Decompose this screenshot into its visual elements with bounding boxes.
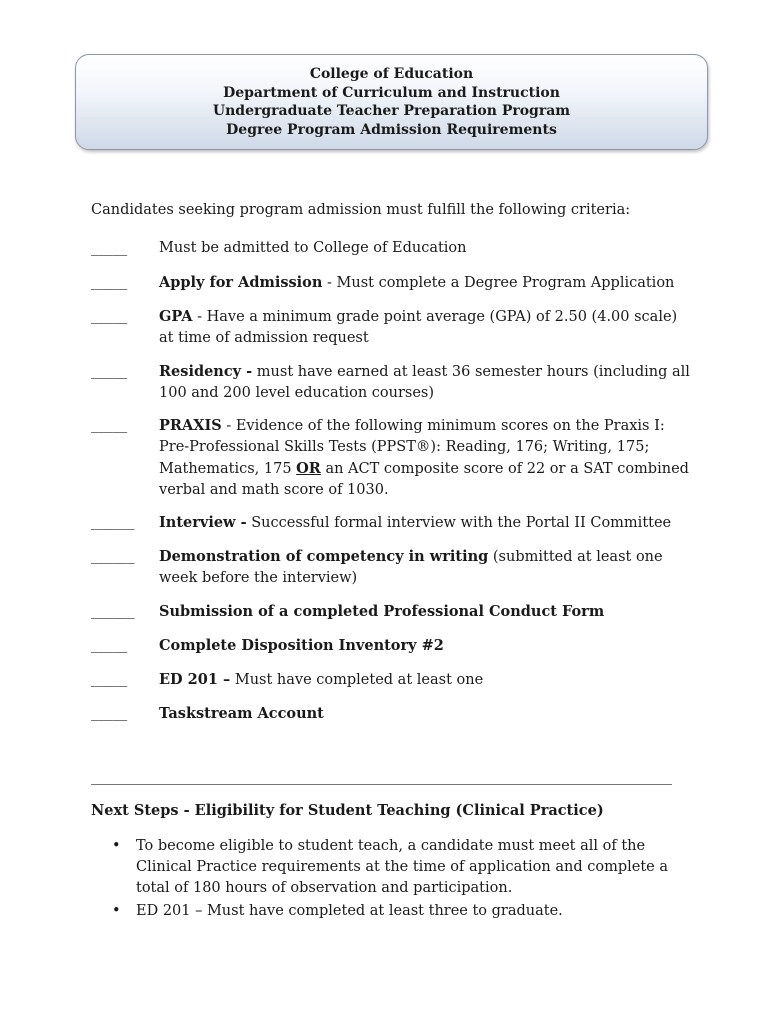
requirement-ed201	[91, 669, 691, 691]
requirement-interview	[91, 512, 691, 534]
header-program: Undergraduate Teacher Preparation Program	[212, 103, 571, 119]
bullet-icon: •	[112, 838, 121, 854]
requirement-conduct-form	[91, 601, 691, 623]
requirement-title: Taskstream Account	[159, 705, 324, 722]
list-item-text: ED 201 – Must have completed at least three to graduate.	[136, 903, 563, 919]
checklist-blank[interactable]: ______	[91, 603, 135, 619]
requirement-writing	[91, 546, 691, 589]
or-emphasis: OR	[296, 460, 321, 477]
requirement-apply	[91, 272, 691, 294]
checklist-blank[interactable]: _____	[91, 240, 128, 256]
requirement-text: Must be admitted to College of Education	[159, 240, 467, 256]
requirement-text: - Evidence of the following minimum scores on the Praxis I: Pre-Professional Skills Tests (PPST®): Reading, 176; Writing, 175; Mathematics, 175	[159, 418, 665, 477]
list-item	[91, 836, 681, 899]
list-item-text: To become eligible to student teach, a candidate must meet all of the Clinical Practice requirements at the time of application and complete a total of 180 hours of observation and participation.	[136, 838, 668, 896]
header-box	[75, 54, 708, 150]
header-college: College of Education	[309, 66, 474, 82]
requirement-title: Complete Disposition Inventory #2	[159, 637, 444, 654]
checklist-blank[interactable]: _____	[91, 363, 128, 379]
header-document-title: Degree Program Admission Requirements	[226, 121, 557, 138]
checklist-blank[interactable]: ______	[91, 548, 135, 564]
requirement-text: an ACT composite score of 22 or a SAT combined verbal and math score of 1030.	[159, 461, 689, 498]
requirement-taskstream	[91, 703, 691, 725]
requirement-text: - Must complete a Degree Program Application	[322, 275, 675, 291]
checklist-blank[interactable]: ______	[91, 514, 135, 530]
requirement-admitted	[91, 238, 691, 259]
checklist-blank[interactable]: _____	[91, 308, 128, 324]
header-department: Department of Curriculum and Instruction	[223, 84, 560, 101]
requirement-praxis	[91, 415, 691, 501]
requirement-text: must have earned at least 36 semester hours (including all 100 and 200 level education courses)	[159, 364, 690, 401]
bullet-icon: •	[112, 903, 121, 919]
requirement-title: GPA	[159, 308, 193, 325]
checklist-blank[interactable]: _____	[91, 417, 128, 433]
checklist-blank[interactable]: _____	[91, 671, 128, 687]
checklist-blank[interactable]: _____	[91, 705, 128, 721]
checklist-blank[interactable]: _____	[91, 637, 128, 653]
list-item	[91, 901, 681, 922]
requirement-residency	[91, 361, 691, 404]
requirement-text: Successful formal interview with the Portal II Committee	[246, 515, 672, 531]
requirement-text: (submitted at least one week before the interview)	[159, 549, 663, 586]
requirement-gpa	[91, 306, 691, 349]
requirement-title: Residency -	[159, 363, 253, 380]
checklist-blank[interactable]: _____	[91, 274, 128, 290]
requirement-disposition	[91, 635, 691, 657]
intro-text: Candidates seeking program admission must fulfill the following criteria:	[91, 202, 631, 218]
next-steps-heading: Next Steps - Eligibility for Student Teaching (Clinical Practice)	[91, 802, 604, 819]
requirement-title: Demonstration of competency in writing	[159, 548, 489, 565]
requirement-title: Submission of a completed Professional Conduct Form	[159, 603, 605, 620]
requirement-text: - Have a minimum grade point average (GPA) of 2.50 (4.00 scale) at time of admission request	[159, 309, 678, 346]
requirement-text: Must have completed at least one	[230, 672, 484, 688]
requirement-title: ED 201 –	[159, 671, 231, 688]
requirement-title: Apply for Admission	[159, 274, 323, 291]
requirement-title: Interview -	[159, 514, 247, 531]
requirement-title: PRAXIS	[159, 417, 222, 434]
next-steps-list	[91, 836, 681, 924]
section-divider	[91, 784, 672, 785]
